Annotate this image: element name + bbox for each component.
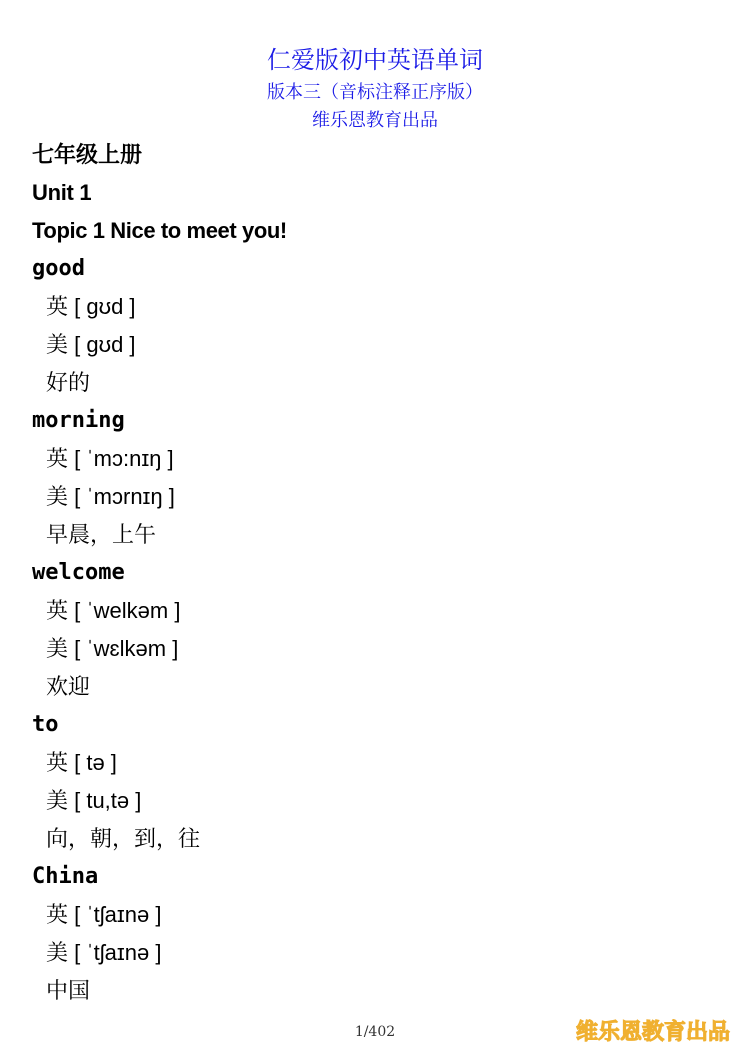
uk-pronunciation: 英 [ ˈmɔ:nɪŋ ]: [46, 446, 174, 471]
us-pronunciation: 美 [ ˈmɔrnɪŋ ]: [46, 484, 175, 509]
word-entry-welcome: [32, 554, 722, 706]
us-pronunciation: 美 [ ˈwɛlkəm ]: [46, 636, 179, 661]
word-meaning: 早晨，上午: [46, 522, 157, 547]
grade-heading: 七年级上册: [32, 142, 143, 167]
uk-pronunciation: 英 [ gʊd ]: [46, 294, 136, 319]
uk-pronunciation: 英 [ ˈtʃaɪnə ]: [46, 902, 162, 927]
word-entry-good: [32, 250, 722, 402]
uk-pronunciation: 英 [ tə ]: [46, 750, 117, 775]
word-headword: to: [32, 712, 59, 737]
word-meaning: 好的: [46, 370, 91, 395]
unit-heading: Unit 1: [32, 180, 92, 205]
word-entry-morning: [32, 402, 722, 554]
page-number: 1/402: [354, 1024, 396, 1040]
document-publisher: 维乐恩教育出品: [312, 110, 438, 130]
word-meaning: 向，朝，到，往: [46, 826, 201, 851]
us-pronunciation: 美 [ ˈtʃaɪnə ]: [46, 940, 162, 965]
publisher-watermark: 维乐恩教育出品: [575, 1019, 730, 1044]
document-header: [0, 44, 750, 134]
document-subtitle: 版本三（音标注释正序版）: [267, 82, 483, 102]
vocabulary-list: [32, 136, 722, 1010]
word-headword: welcome: [32, 560, 125, 585]
word-entry-to: [32, 706, 722, 858]
topic-heading: Topic 1 Nice to meet you!: [32, 218, 287, 243]
us-pronunciation: 美 [ tu,tə ]: [46, 788, 142, 813]
word-meaning: 中国: [46, 978, 91, 1003]
word-headword: good: [32, 256, 85, 281]
uk-pronunciation: 英 [ ˈwelkəm ]: [46, 598, 181, 623]
word-meaning: 欢迎: [46, 674, 91, 699]
word-entry-china: [32, 858, 722, 1010]
document-title: 仁爱版初中英语单词: [267, 47, 483, 74]
word-headword: China: [32, 864, 99, 889]
word-headword: morning: [32, 408, 125, 433]
us-pronunciation: 美 [ gʊd ]: [46, 332, 136, 357]
